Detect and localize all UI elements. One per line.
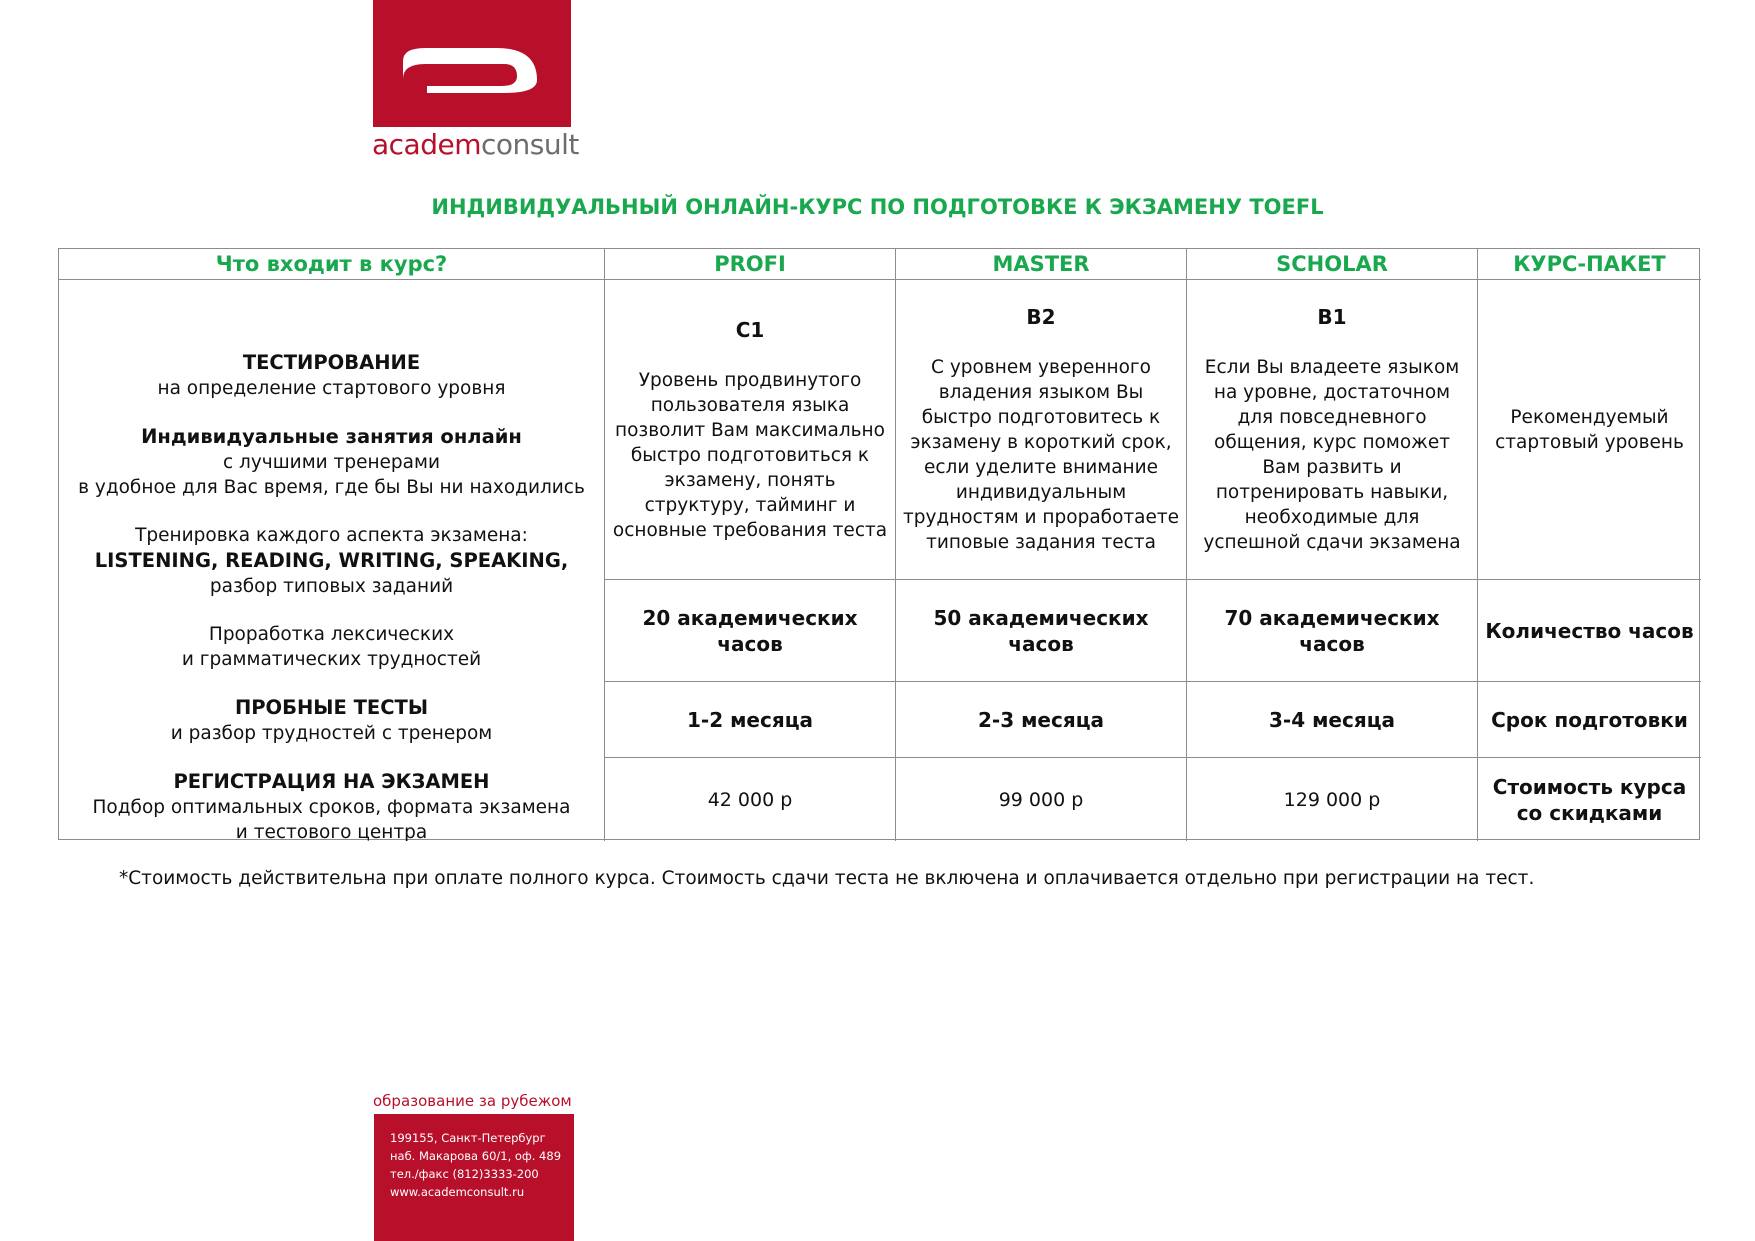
level-line: экзамену в короткий срок, [910, 432, 1172, 453]
contents-item-skills-training [95, 523, 569, 599]
level-line: типовые задания теста [926, 532, 1156, 553]
contents-item-line: и грамматических трудностей [181, 649, 482, 670]
hours-line: 50 академических [933, 605, 1149, 630]
price-label-line: Стоимость курса [1492, 774, 1687, 799]
price-cell-profi: 42 000 р [605, 758, 896, 841]
contents-item-line: и разбор трудностей с тренером [170, 723, 493, 744]
contact-website: www.academconsult.ru [390, 1185, 525, 1199]
hours-line: часов [1299, 631, 1365, 656]
hours-line: 70 академических [1224, 605, 1440, 630]
brand-logo-mark-icon [373, 0, 571, 127]
price-footnote: *Стоимость действительна при оплате полного курса. Стоимость сдачи теста не включена и оплачивается отдельно при регистрации на тест. [119, 868, 1535, 889]
level-cell-profi [605, 280, 896, 580]
price-label-line: со скидками [1516, 800, 1663, 825]
level-line: позволит Вам максимально [615, 419, 885, 441]
hours-label-cell: Количество часов [1478, 580, 1701, 682]
brand-name-part2: consult [481, 128, 579, 161]
contents-item-line: с лучшими тренерами [222, 452, 440, 473]
level-code: B2 [1026, 305, 1056, 329]
brand-name [372, 127, 579, 163]
level-line: пользователя языка [650, 394, 850, 416]
contents-item-title: РЕГИСТРАЦИЯ НА ЭКЗАМЕН [173, 770, 490, 793]
level-line: индивидуальным [955, 482, 1127, 503]
level-line: на уровне, достаточном [1213, 382, 1451, 403]
contact-address-line: наб. Макарова 60/1, оф. 489 [390, 1149, 562, 1163]
brand-logo [373, 0, 571, 127]
level-line: структуру, тайминг и [644, 494, 856, 516]
contents-item-line: Подбор оптимальных сроков, формата экзамена [92, 797, 571, 818]
contents-item-testing [157, 350, 505, 401]
course-contents-cell [59, 280, 605, 841]
level-line: Если Вы владеете языком [1204, 357, 1460, 378]
level-line: С уровнем уверенного [931, 357, 1151, 378]
level-line: Вам развить и [1262, 457, 1402, 478]
brand-tagline: образование за рубежом [373, 1092, 572, 1110]
level-line: общения, курс поможет [1214, 432, 1450, 453]
level-line: быстро подготовиться к [630, 444, 870, 466]
level-line: если уделите внимание [923, 457, 1159, 478]
contents-item-line: Проработка лексических [208, 624, 455, 645]
contents-item-online-lessons [78, 424, 585, 500]
hours-line: часов [717, 631, 783, 656]
header-contents: Что входит в курс? [59, 249, 605, 280]
level-line: экзамену, понять [664, 469, 836, 491]
price-cell-master: 99 000 р [896, 758, 1187, 841]
duration-cell-profi: 1-2 месяца [605, 682, 896, 758]
level-line: трудностям и проработаете [902, 507, 1180, 528]
level-label-line: Рекомендуемый [1510, 406, 1669, 428]
contents-item-registration [93, 769, 571, 841]
level-cell-scholar [1187, 280, 1478, 580]
duration-label-cell: Срок подготовки [1478, 682, 1701, 758]
level-line: потренировать навыки, [1215, 482, 1449, 503]
hours-cell-scholar [1187, 580, 1478, 682]
header-master: MASTER [896, 249, 1187, 280]
brand-name-part1: academ [372, 128, 481, 161]
hours-line: часов [1008, 631, 1074, 656]
hours-line: 20 академических [642, 605, 858, 630]
contents-item-line: и тестового центра [235, 822, 428, 841]
level-line: для повседневного [1237, 407, 1427, 428]
contents-item-title: ПРОБНЫЕ ТЕСТЫ [234, 696, 429, 719]
contents-item-grammar [182, 622, 481, 672]
contact-address-line: 199155, Санкт-Петербург [390, 1131, 546, 1145]
contents-item-line: в удобное для Вас время, где бы Вы ни находились [78, 477, 585, 498]
hours-cell-master [896, 580, 1187, 682]
document-title: ИНДИВИДУАЛЬНЫЙ ОНЛАЙН-КУРС ПО ПОДГОТОВКЕ К ЭКЗАМЕНУ TOEFL [431, 195, 1324, 219]
contact-phone: тел./факс (812)3333-200 [390, 1167, 539, 1181]
price-label-cell [1478, 758, 1701, 841]
contents-item-mock-tests [171, 695, 493, 746]
contents-item-title: LISTENING, READING, WRITING, SPEAKING, [94, 549, 569, 572]
level-code: C1 [735, 317, 765, 342]
duration-cell-master: 2-3 месяца [896, 682, 1187, 758]
header-profi: PROFI [605, 249, 896, 280]
level-cell-master [896, 280, 1187, 580]
level-line: Уровень продвинутого [638, 369, 862, 391]
level-line: успешной сдачи экзамена [1203, 532, 1461, 553]
contents-item-line: разбор типовых заданий [209, 576, 454, 597]
contents-item-line: Тренировка каждого аспекта экзамена: [135, 525, 528, 546]
price-cell-scholar: 129 000 р [1187, 758, 1478, 841]
level-line: необходимые для [1244, 507, 1420, 528]
header-package: КУРС-ПАКЕТ [1478, 249, 1701, 280]
contents-item-line: на определение стартового уровня [157, 378, 506, 399]
hours-cell-profi [605, 580, 896, 682]
duration-cell-scholar: 3-4 месяца [1187, 682, 1478, 758]
contact-block [374, 1114, 574, 1241]
level-label-line: стартовый уровень [1495, 431, 1684, 453]
level-code: B1 [1317, 305, 1347, 329]
contents-item-title: Индивидуальные занятия онлайн [141, 425, 522, 448]
contents-item-title: ТЕСТИРОВАНИЕ [242, 351, 421, 374]
course-table [58, 248, 1700, 840]
level-line: основные требования теста [612, 519, 888, 541]
level-line: быстро подготовитесь к [921, 407, 1161, 428]
header-scholar: SCHOLAR [1187, 249, 1478, 280]
level-line: владения языком Вы [938, 382, 1144, 403]
level-label-cell [1478, 280, 1701, 580]
